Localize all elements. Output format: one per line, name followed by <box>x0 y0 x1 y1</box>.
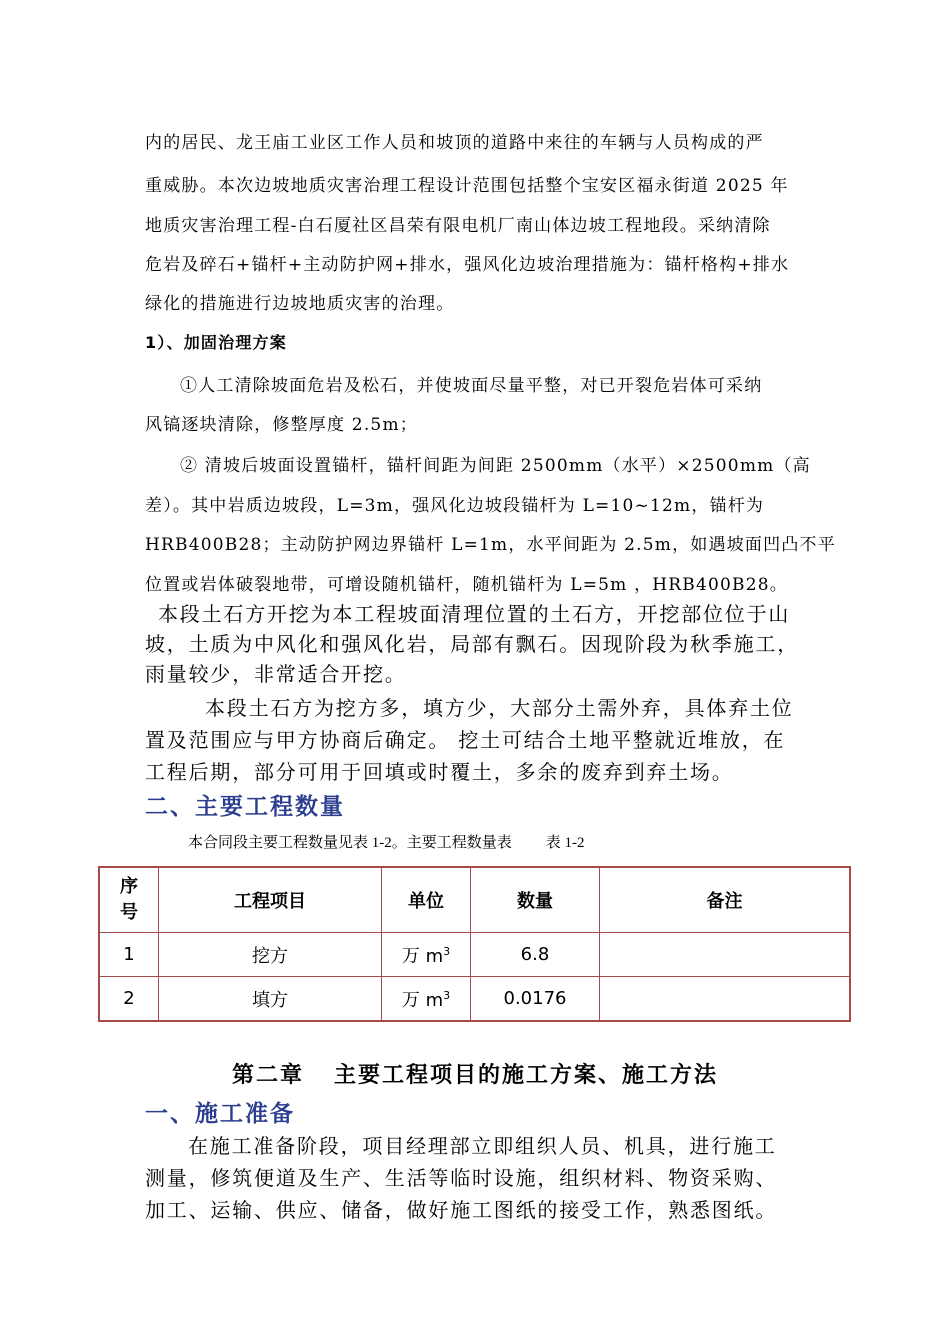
cell-note <box>600 977 851 1022</box>
cell-item: 挖方 <box>159 933 382 977</box>
paragraph-line: 置及范围应与甲方协商后确定。 挖土可结合土地平整就近堆放，在 <box>145 728 786 752</box>
paragraph-line: 地质灾害治理工程-白石厦社区昌荣有限电机厂南山体边坡工程地段。采纳清除 <box>145 216 771 236</box>
paragraph-line: 本段土石方开挖为本工程坡面清理位置的土石方，开挖部位位于山 <box>158 602 791 626</box>
subheading-reinforcement: 1）、加固治理方案 <box>145 333 287 352</box>
header-item: 工程项目 <box>159 867 382 933</box>
header-seq: 序 号 <box>99 867 159 933</box>
chapter-title: 主要工程项目的施工方案、施工方法 <box>334 1062 719 1088</box>
paragraph-line: 绿化的措施进行边坡地质灾害的治理。 <box>145 294 455 314</box>
cell-item: 填方 <box>159 977 382 1022</box>
paragraph-line: HRB400B28；主动防护网边界锚杆 L=1m，水平间距为 2.5m，如遇坡面凹凸不平 <box>145 535 836 555</box>
paragraph-line: 工程后期，部分可用于回填或时覆土，多余的废弃到弃土场。 <box>145 760 734 784</box>
chapter-heading <box>0 1058 950 1089</box>
paragraph-line: ①人工清除坡面危岩及松石，并使坡面尽量平整，对已开裂危岩体可采纳 <box>180 376 763 396</box>
paragraph-line: 测量，修筑便道及生产、生活等临时设施，组织材料、物资采购、 <box>145 1166 778 1190</box>
paragraph-line: 在施工准备阶段，项目经理部立即组织人员、机具，进行施工 <box>188 1134 777 1158</box>
table-header-row <box>99 867 850 933</box>
caption-text: 本合同段主要工程数量见表 1-2。主要工程数量表 <box>188 835 512 851</box>
header-note: 备注 <box>600 867 851 933</box>
caption-table-number: 表 1-2 <box>545 835 585 851</box>
cell-unit: 万 $m^3$ <box>382 977 471 1022</box>
cell-qty: 0.0176 <box>471 977 600 1022</box>
cell-qty: 6.8 <box>471 933 600 977</box>
cell-unit: 万 $m^3$ <box>382 933 471 977</box>
paragraph-line: 坡，土质为中风化和强风化岩，局部有飘石。因现阶段为秋季施工， <box>145 632 799 656</box>
paragraph-line: 雨量较少，非常适合开挖。 <box>145 662 407 686</box>
table-row <box>99 933 850 977</box>
paragraph-line: 加工、运输、供应、储备，做好施工图纸的接受工作，熟悉图纸。 <box>145 1198 778 1222</box>
section-heading-preparation: 一、施工准备 <box>145 1100 295 1127</box>
cell-note <box>600 933 851 977</box>
paragraph-line: 位置或岩体破裂地带，可增设随机锚杆，随机锚杆为 L=5m ，HRB400B28。 <box>145 575 788 595</box>
paragraph-line: 差）。其中岩质边坡段，L=3m，强风化边坡段锚杆为 L=10~12m，锚杆为 <box>145 496 765 516</box>
paragraph-line: 内的居民、龙王庙工业区工作人员和坡顶的道路中来往的车辆与人员构成的严 <box>145 133 764 153</box>
table-row <box>99 977 850 1022</box>
cell-seq: 2 <box>99 977 159 1022</box>
cell-seq: 1 <box>99 933 159 977</box>
paragraph-line: ② 清坡后坡面设置锚杆，锚杆间距为间距 2500mm（水平）×2500mm（高 <box>180 456 811 476</box>
paragraph-line: 危岩及碎石+锚杆+主动防护网+排水，强风化边坡治理措施为：锚杆格构+排水 <box>145 255 790 275</box>
header-qty: 数量 <box>471 867 600 933</box>
header-unit: 单位 <box>382 867 471 933</box>
paragraph-line: 重威胁。本次边坡地质灾害治理工程设计范围包括整个宝安区福永街道 2025 年 <box>145 176 789 196</box>
chapter-number: 第二章 <box>231 1062 304 1088</box>
table-caption <box>188 831 585 852</box>
paragraph-line: 风镐逐块清除，修整厚度 2.5m； <box>145 415 418 435</box>
quantity-table <box>98 866 851 1022</box>
paragraph-line: 本段土石方为挖方多，填方少，大部分土需外弃，具体弃土位 <box>205 696 794 720</box>
section-heading-quantities: 二、主要工程数量 <box>145 793 345 820</box>
